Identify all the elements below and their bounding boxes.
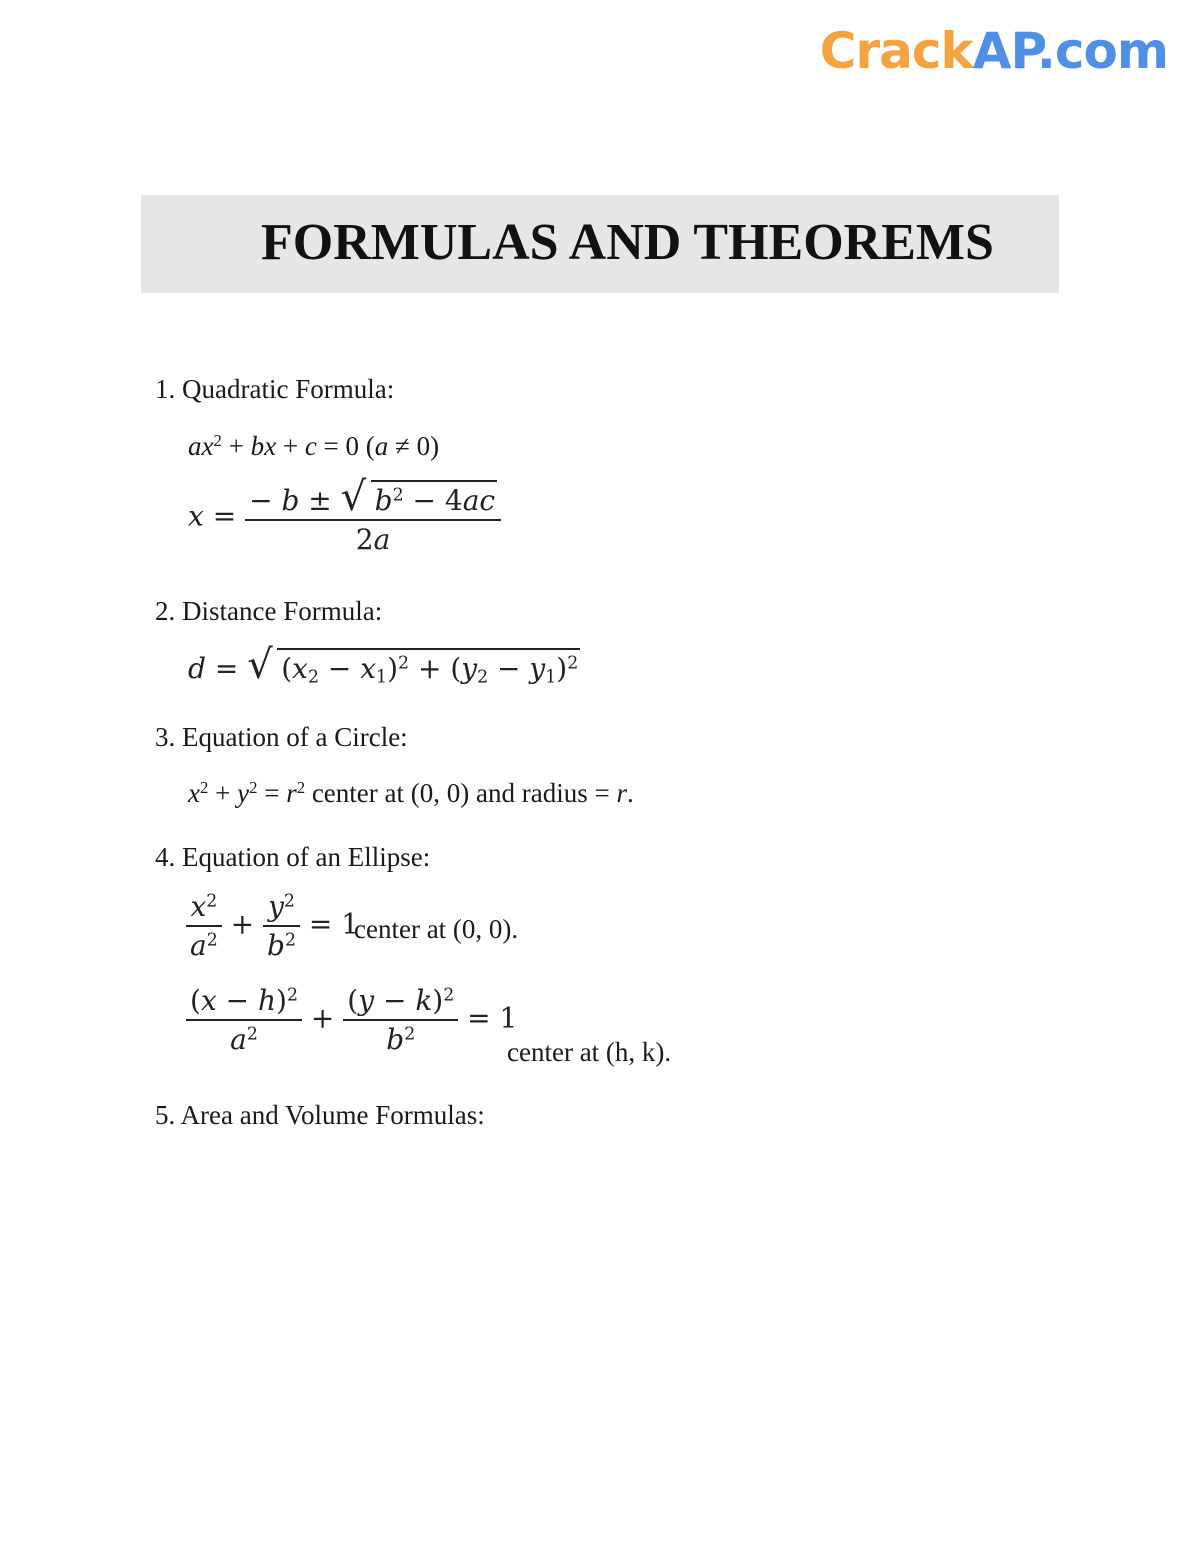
ellipse-origin-description: center at (0, 0). bbox=[354, 914, 519, 944]
heading-circle-equation: 3. Equation of a Circle: bbox=[155, 722, 408, 752]
ellipse-equation-origin: $\frac{x^2}{a^2}$ + $\frac{y^2}{b^2}$ = 1 bbox=[186, 890, 359, 962]
circle-description: center at (0, 0) and radius = bbox=[311, 778, 610, 808]
logo-part-crack: Crack bbox=[819, 22, 973, 80]
ellipse-equation-shifted: $\frac{(x - h)^2}{a^2}$ + $\frac{(y - k)^2}{b^2}$ = 1 bbox=[186, 984, 517, 1056]
heading-quadratic-formula: 1. Quadratic Formula: bbox=[155, 374, 395, 404]
logo-part-ap: AP.com bbox=[972, 22, 1168, 80]
heading-distance-formula: 2. Distance Formula: bbox=[155, 596, 383, 626]
crackap-logo bbox=[820, 22, 1168, 80]
distance-formula-equation: d = √ $(x_2 - x_1)^2 + (y_2 - y_1)^2$ bbox=[188, 642, 579, 688]
circle-equation: $x^2 + y^2 = r^2$ center at (0, 0) and radius = r. bbox=[188, 777, 634, 808]
quadratic-equation: $ax^2$ + bx + c = 0 (a ≠ 0) bbox=[188, 430, 440, 461]
page-title: FORMULAS AND THEOREMS bbox=[261, 214, 994, 271]
heading-ellipse-equation: 4. Equation of an Ellipse: bbox=[155, 842, 431, 872]
heading-area-volume-formulas: 5. Area and Volume Formulas: bbox=[155, 1100, 485, 1130]
title-banner bbox=[141, 195, 1059, 293]
ellipse-shifted-description: center at (h, k). bbox=[507, 1037, 672, 1067]
quadratic-formula-equation: x = − b ± √ $b^2 - 4ac$ 2a bbox=[188, 480, 501, 556]
